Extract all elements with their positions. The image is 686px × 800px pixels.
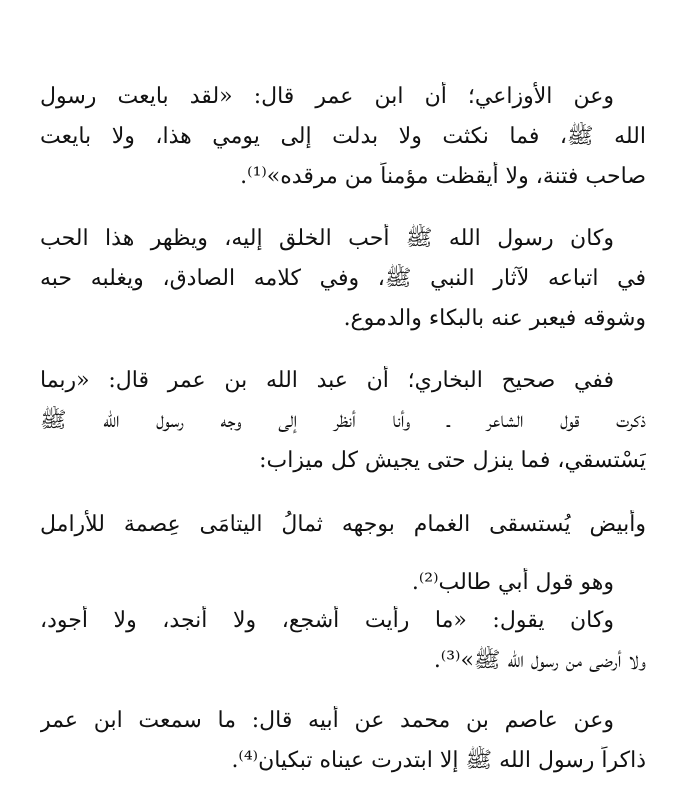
text-line: في اتباعه لآثار النبي ﷺ، وفي كلامه الصادق، ويغلبه حبه	[40, 266, 646, 291]
text-line: وعن الأوزاعي؛ أن ابن عمر قال: «لقد بايعت رسول	[40, 84, 614, 109]
text-line: ذاكراً رسول الله ﷺ إلا ابتدرت عيناه تبكيان⁽⁴⁾.	[231, 748, 646, 773]
text-line: الله ﷺ، فما نكثت ولا بدلت إلى يومي هذا، ولا بايعت	[40, 124, 646, 149]
text-line: ذكرت قول الشاعر ـ وأنا أنظر إلى وجه رسول الله ﷺ	[40, 408, 646, 433]
text-line: وكان رسول الله ﷺ أحب الخلق إليه، ويظهر هذا الحب	[40, 226, 614, 251]
text-line: ولا أرضى من رسول الله ﷺ»⁽³⁾.	[433, 648, 646, 673]
text-line: وهو قول أبي طالب⁽²⁾.	[411, 570, 614, 595]
text-line: وكان يقول: «ما رأيت أشجع، ولا أنجد، ولا أجود،	[40, 608, 614, 633]
text-line: وعن عاصم بن محمد عن أبيه قال: ما سمعت ابن عمر	[40, 708, 614, 733]
text-line: ففي صحيح البخاري؛ أن عبد الله بن عمر قال: «ربما	[40, 368, 614, 393]
poem-verse: وأبيض يُستسقى الغمام بوجهه ثمالُ اليتامَى عِصمة للأرامل	[40, 512, 646, 537]
text-line: صاحب فتنة، ولا أيقظت مؤمناً من مرقده»⁽¹⁾.	[240, 164, 646, 189]
text-line: يَسْتسقي، فما ينزل حتى يجيش كل ميزاب:	[259, 448, 646, 473]
text-line: وشوقه فيعبر عنه بالبكاء والدموع.	[343, 306, 646, 331]
